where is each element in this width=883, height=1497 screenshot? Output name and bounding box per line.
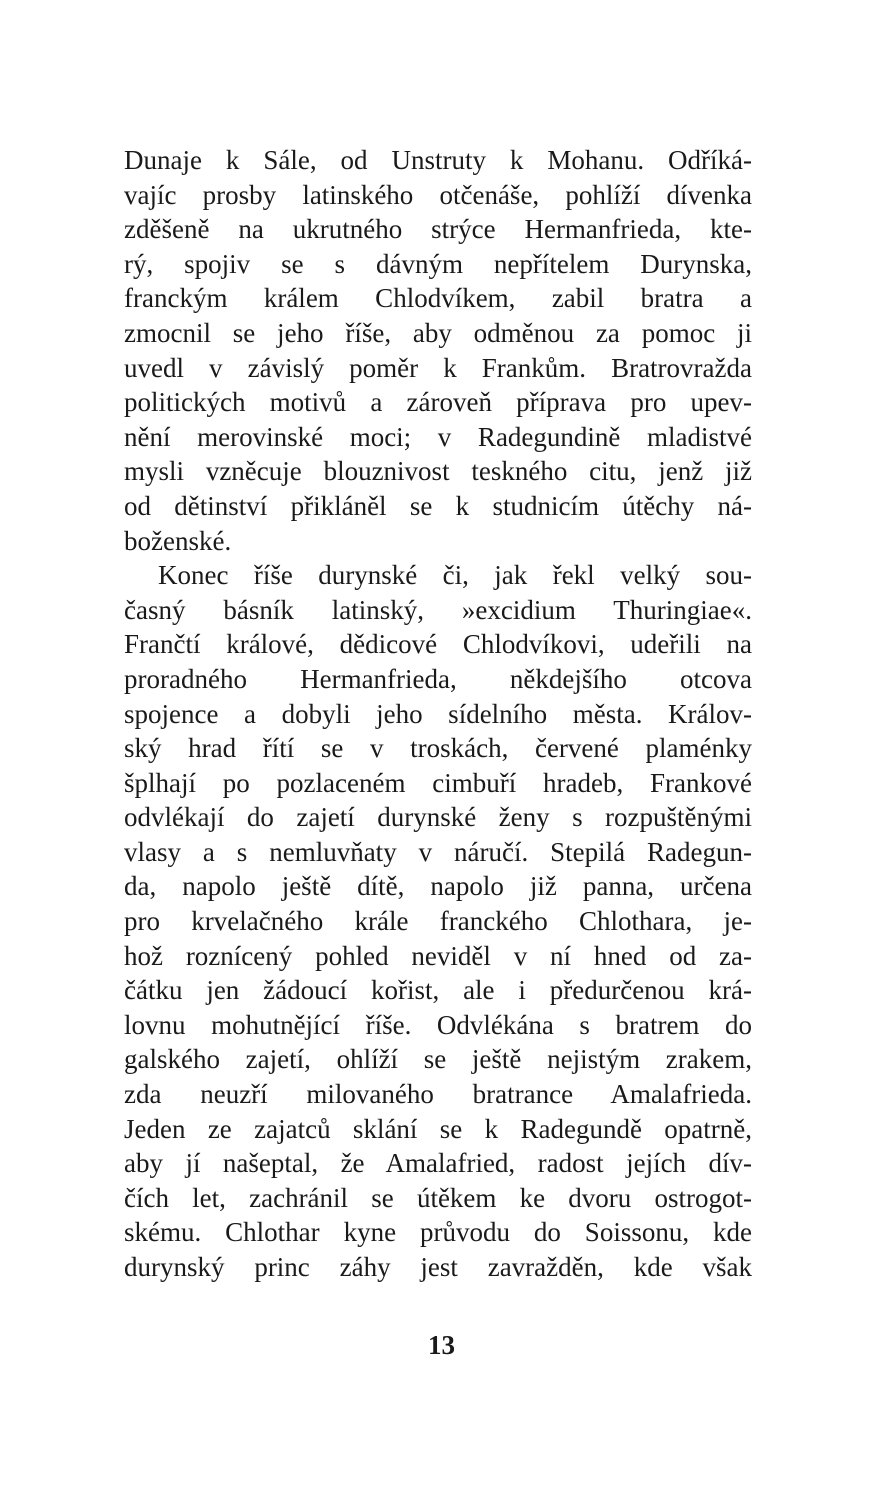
text-line: boženské. — [124, 525, 232, 556]
text-line: zda neuzří milovaného bratrance Amalafrieda. — [124, 1079, 752, 1110]
text-line: nění merovinské moci; v Radegundině mladistvé — [124, 421, 752, 452]
text-line: zmocnil se jeho říše, aby odměnou za pomoc ji — [124, 317, 752, 348]
text-line: pro krvelačného krále franckého Chlothara, je- — [124, 906, 752, 937]
text-line: skému. Chlothar kyne průvodu do Soissonu, kde — [124, 1217, 752, 1248]
text-line: spojence a dobyli jeho sídelního města. Králov- — [124, 698, 752, 729]
text-line: odvlékají do zajetí durynské ženy s rozpuštěnými — [124, 802, 752, 833]
text-line: Frančtí králové, dědicové Chlodvíkovi, udeřili na — [124, 629, 752, 660]
page-number: 13 — [428, 1330, 455, 1360]
text-line: Dunaje k Sále, od Unstruty k Mohanu. Odříká- — [124, 145, 752, 175]
text-line: od dětinství přikláněl se k studnicím útěchy ná- — [124, 490, 752, 521]
text-line: da, napolo ještě dítě, napolo již panna, určena — [124, 871, 752, 902]
text-line: proradného Hermanfrieda, někdejšího otcova — [124, 663, 752, 694]
text-line: franckým králem Chlodvíkem, zabil bratra a — [124, 283, 752, 314]
text-line: zděšeně na ukrutného strýce Hermanfrieda, kte- — [124, 214, 752, 245]
text-line: politických motivů a zároveň příprava pro upev- — [124, 387, 752, 418]
text-line: mysli vzněcuje blouznivost teskného citu, jenž již — [124, 456, 752, 487]
text-line: Konec říše durynské či, jak řekl velký sou- — [158, 560, 752, 591]
text-line: vlasy a s nemluvňaty v náručí. Stepilá Radegun- — [124, 836, 752, 867]
text-line: aby jí našeptal, že Amalafried, radost jejích dív- — [124, 1148, 752, 1179]
text-line: durynský princ záhy jest zavražděn, kde však — [124, 1252, 752, 1282]
text-line: čích let, zachránil se útěkem ke dvoru ostrogot- — [124, 1182, 752, 1213]
text-line: hož roznícený pohled neviděl v ní hned od za- — [124, 940, 752, 971]
text-line: rý, spojiv se s dávným nepřítelem Durynska, — [124, 248, 752, 279]
body-text — [124, 143, 752, 1285]
text-line: lovnu mohutnějící říše. Odvlékána s bratrem do — [124, 1009, 752, 1040]
text-line: čátku jen žádoucí kořist, ale i předurčenou krá- — [124, 975, 752, 1006]
text-line: časný básník latinský, »excidium Thuringiae«. — [124, 594, 752, 625]
text-line: šplhají po pozlaceném cimbuří hradeb, Frankové — [124, 767, 752, 798]
text-line: vajíc prosby latinského otčenáše, pohlíží dívenka — [124, 179, 752, 210]
text-line: Jeden ze zajatců sklání se k Radegundě opatrně, — [124, 1113, 752, 1144]
text-line: galského zajetí, ohlíží se ještě nejistým zrakem, — [124, 1044, 752, 1075]
text-line: uvedl v závislý poměr k Frankům. Bratrovražda — [124, 352, 752, 383]
text-line: ský hrad řítí se v troskách, červené plaménky — [124, 733, 752, 764]
